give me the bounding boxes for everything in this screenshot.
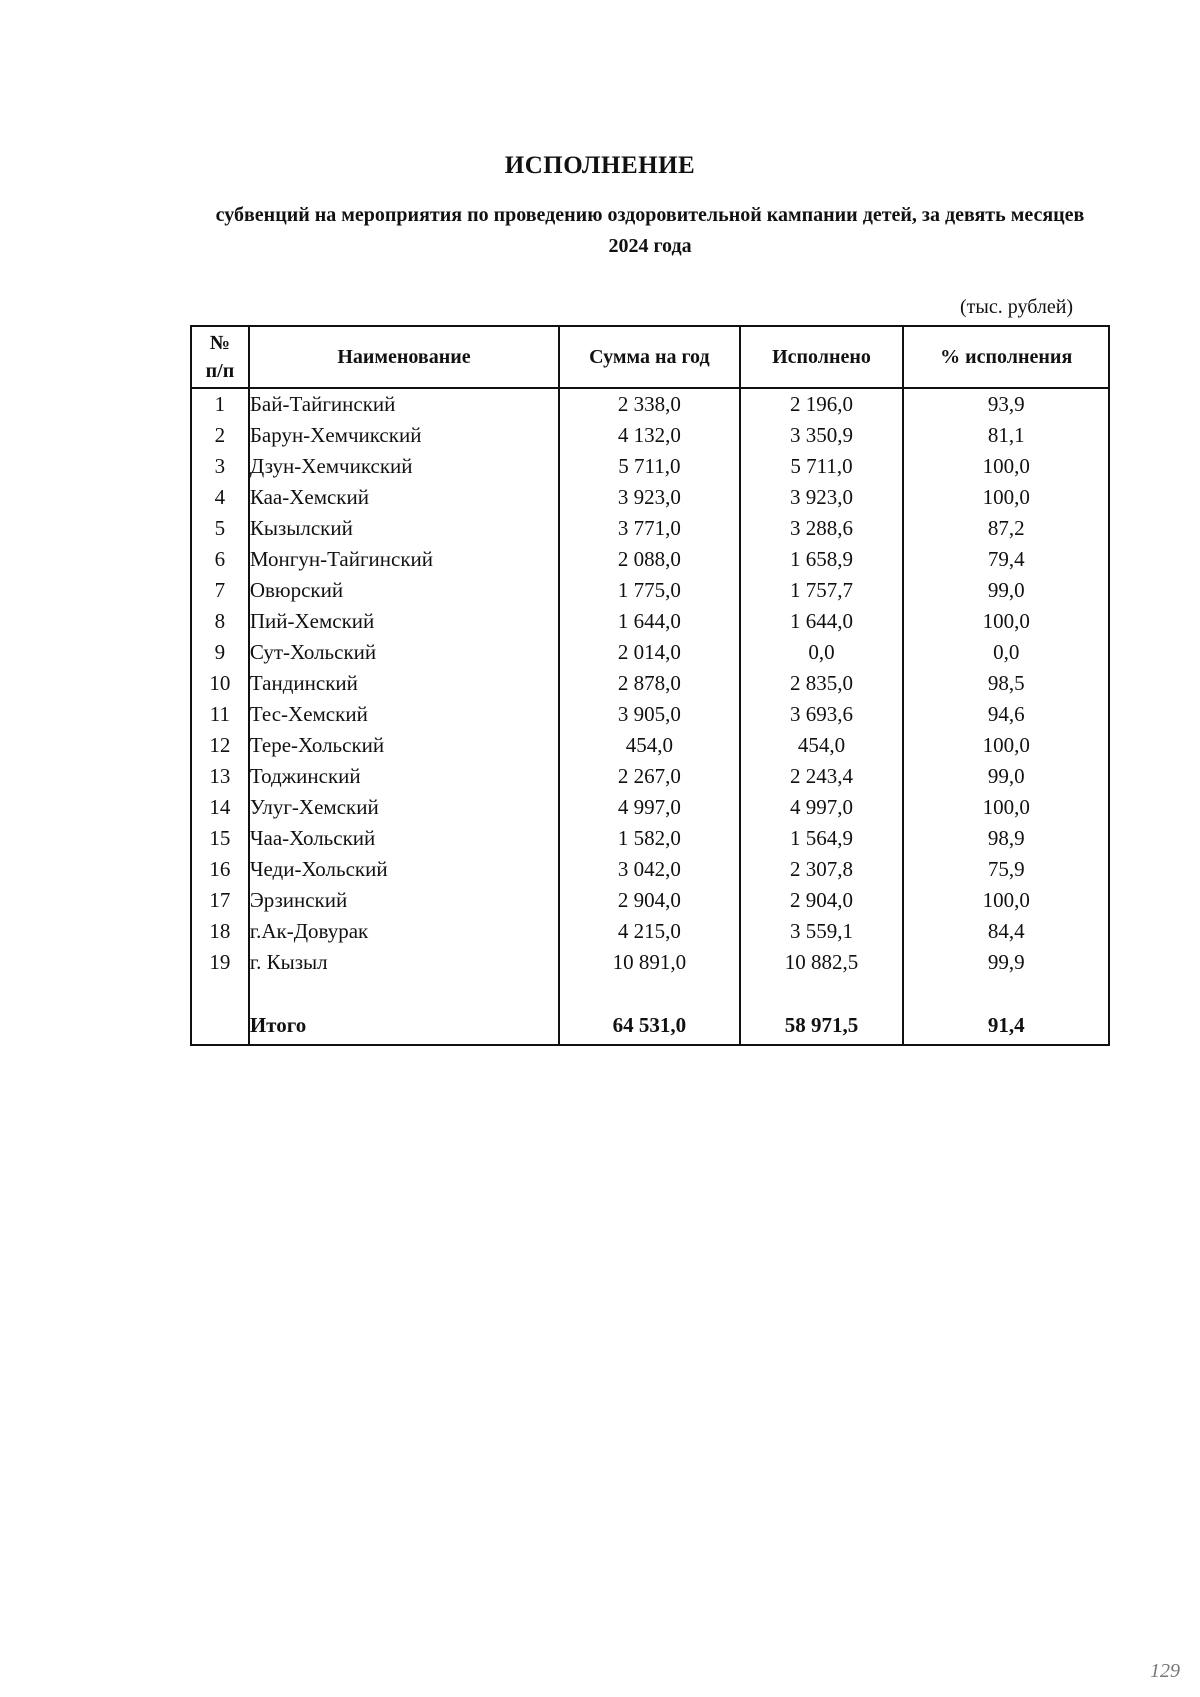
row-pct: 93,9 bbox=[903, 388, 1109, 420]
row-sum: 1 582,0 bbox=[559, 823, 740, 854]
row-pct: 0,0 bbox=[903, 637, 1109, 668]
row-name: Кызылский bbox=[249, 513, 559, 544]
header-pct: % исполнения bbox=[903, 326, 1109, 388]
row-pct: 99,0 bbox=[903, 575, 1109, 606]
page-number: 129 bbox=[1150, 1660, 1180, 1682]
header-num bbox=[191, 326, 249, 388]
table-row bbox=[191, 482, 1109, 513]
total-done: 58 971,5 bbox=[740, 1006, 904, 1045]
table-row bbox=[191, 513, 1109, 544]
row-done: 4 997,0 bbox=[740, 792, 904, 823]
row-pct: 98,9 bbox=[903, 823, 1109, 854]
table-row bbox=[191, 916, 1109, 947]
table-spacer-row bbox=[191, 978, 1109, 1006]
row-num: 8 bbox=[191, 606, 249, 637]
execution-table bbox=[190, 325, 1110, 1046]
row-num: 15 bbox=[191, 823, 249, 854]
row-name: Бай-Тайгинский bbox=[249, 388, 559, 420]
row-name: Сут-Хольский bbox=[249, 637, 559, 668]
row-pct: 100,0 bbox=[903, 792, 1109, 823]
row-pct: 100,0 bbox=[903, 606, 1109, 637]
row-done: 3 693,6 bbox=[740, 699, 904, 730]
row-name: Тере-Хольский bbox=[249, 730, 559, 761]
row-num: 17 bbox=[191, 885, 249, 916]
table-row bbox=[191, 575, 1109, 606]
header-num-line1: № bbox=[209, 332, 230, 354]
table-row bbox=[191, 668, 1109, 699]
row-sum: 2 338,0 bbox=[559, 388, 740, 420]
row-sum: 2 014,0 bbox=[559, 637, 740, 668]
table-row bbox=[191, 947, 1109, 978]
row-name: Тандинский bbox=[249, 668, 559, 699]
row-pct: 100,0 bbox=[903, 451, 1109, 482]
table-row bbox=[191, 730, 1109, 761]
table-total-row bbox=[191, 1006, 1109, 1045]
row-name: г. Кызыл bbox=[249, 947, 559, 978]
row-done: 3 559,1 bbox=[740, 916, 904, 947]
row-pct: 79,4 bbox=[903, 544, 1109, 575]
row-pct: 87,2 bbox=[903, 513, 1109, 544]
row-done: 2 307,8 bbox=[740, 854, 904, 885]
row-pct: 94,6 bbox=[903, 699, 1109, 730]
row-pct: 100,0 bbox=[903, 885, 1109, 916]
row-num: 12 bbox=[191, 730, 249, 761]
row-sum: 4 132,0 bbox=[559, 420, 740, 451]
row-num: 14 bbox=[191, 792, 249, 823]
table-row bbox=[191, 606, 1109, 637]
row-done: 2 243,4 bbox=[740, 761, 904, 792]
row-done: 454,0 bbox=[740, 730, 904, 761]
row-num: 10 bbox=[191, 668, 249, 699]
table-row bbox=[191, 823, 1109, 854]
row-done: 2 196,0 bbox=[740, 388, 904, 420]
row-sum: 3 905,0 bbox=[559, 699, 740, 730]
row-sum: 3 771,0 bbox=[559, 513, 740, 544]
row-num: 9 bbox=[191, 637, 249, 668]
row-sum: 1 775,0 bbox=[559, 575, 740, 606]
row-done: 3 923,0 bbox=[740, 482, 904, 513]
row-pct: 98,5 bbox=[903, 668, 1109, 699]
row-num: 11 bbox=[191, 699, 249, 730]
row-num: 5 bbox=[191, 513, 249, 544]
row-done: 10 882,5 bbox=[740, 947, 904, 978]
row-done: 3 350,9 bbox=[740, 420, 904, 451]
header-done: Исполнено bbox=[740, 326, 904, 388]
row-num: 3 bbox=[191, 451, 249, 482]
table-row bbox=[191, 761, 1109, 792]
document-title: ИСПОЛНЕНИЕ bbox=[504, 152, 696, 179]
row-num: 4 bbox=[191, 482, 249, 513]
row-pct: 75,9 bbox=[903, 854, 1109, 885]
row-num: 2 bbox=[191, 420, 249, 451]
total-num-cell bbox=[191, 1006, 249, 1045]
row-sum: 2 878,0 bbox=[559, 668, 740, 699]
row-sum: 4 997,0 bbox=[559, 792, 740, 823]
row-name: Тоджинский bbox=[249, 761, 559, 792]
row-name: Чаа-Хольский bbox=[249, 823, 559, 854]
row-sum: 2 088,0 bbox=[559, 544, 740, 575]
row-name: Каа-Хемский bbox=[249, 482, 559, 513]
row-name: Дзун-Хемчикский bbox=[249, 451, 559, 482]
row-num: 18 bbox=[191, 916, 249, 947]
row-done: 1 757,7 bbox=[740, 575, 904, 606]
row-done: 0,0 bbox=[740, 637, 904, 668]
row-sum: 3 923,0 bbox=[559, 482, 740, 513]
row-pct: 84,4 bbox=[903, 916, 1109, 947]
row-name: Эрзинский bbox=[249, 885, 559, 916]
row-pct: 100,0 bbox=[903, 482, 1109, 513]
row-num: 1 bbox=[191, 388, 249, 420]
document-subtitle: субвенций на мероприятия по проведению оздоровительной кампании детей, за девять месяцев 2024 года bbox=[215, 204, 1085, 257]
row-sum: 4 215,0 bbox=[559, 916, 740, 947]
row-num: 16 bbox=[191, 854, 249, 885]
row-done: 2 904,0 bbox=[740, 885, 904, 916]
table-row bbox=[191, 451, 1109, 482]
table-row bbox=[191, 420, 1109, 451]
row-num: 7 bbox=[191, 575, 249, 606]
table-header-row bbox=[191, 326, 1109, 388]
row-sum: 10 891,0 bbox=[559, 947, 740, 978]
row-num: 13 bbox=[191, 761, 249, 792]
header-name: Наименование bbox=[249, 326, 559, 388]
row-num: 19 bbox=[191, 947, 249, 978]
row-done: 1 564,9 bbox=[740, 823, 904, 854]
total-label: Итого bbox=[249, 1006, 559, 1045]
row-name: Овюрский bbox=[249, 575, 559, 606]
row-sum: 2 267,0 bbox=[559, 761, 740, 792]
row-done: 3 288,6 bbox=[740, 513, 904, 544]
row-sum: 2 904,0 bbox=[559, 885, 740, 916]
row-name: Улуг-Хемский bbox=[249, 792, 559, 823]
table-row bbox=[191, 885, 1109, 916]
row-name: Пий-Хемский bbox=[249, 606, 559, 637]
row-done: 1 658,9 bbox=[740, 544, 904, 575]
row-num: 6 bbox=[191, 544, 249, 575]
row-name: Тес-Хемский bbox=[249, 699, 559, 730]
header-num-line2: п/п bbox=[205, 360, 235, 382]
table-row bbox=[191, 637, 1109, 668]
row-done: 5 711,0 bbox=[740, 451, 904, 482]
row-name: Монгун-Тайгинский bbox=[249, 544, 559, 575]
row-pct: 99,9 bbox=[903, 947, 1109, 978]
row-sum: 454,0 bbox=[559, 730, 740, 761]
row-sum: 1 644,0 bbox=[559, 606, 740, 637]
total-sum: 64 531,0 bbox=[559, 1006, 740, 1045]
header-sum: Сумма на год bbox=[559, 326, 740, 388]
row-done: 2 835,0 bbox=[740, 668, 904, 699]
row-name: г.Ак-Довурак bbox=[249, 916, 559, 947]
row-pct: 99,0 bbox=[903, 761, 1109, 792]
table-row bbox=[191, 699, 1109, 730]
table-row bbox=[191, 388, 1109, 420]
table-row bbox=[191, 854, 1109, 885]
table-row bbox=[191, 792, 1109, 823]
row-pct: 100,0 bbox=[903, 730, 1109, 761]
row-name: Барун-Хемчикский bbox=[249, 420, 559, 451]
row-sum: 5 711,0 bbox=[559, 451, 740, 482]
unit-label: (тыс. рублей) bbox=[960, 296, 1074, 318]
row-sum: 3 042,0 bbox=[559, 854, 740, 885]
row-done: 1 644,0 bbox=[740, 606, 904, 637]
table-row bbox=[191, 544, 1109, 575]
total-pct: 91,4 bbox=[903, 1006, 1109, 1045]
row-pct: 81,1 bbox=[903, 420, 1109, 451]
row-name: Чеди-Хольский bbox=[249, 854, 559, 885]
table-body bbox=[191, 388, 1109, 1045]
